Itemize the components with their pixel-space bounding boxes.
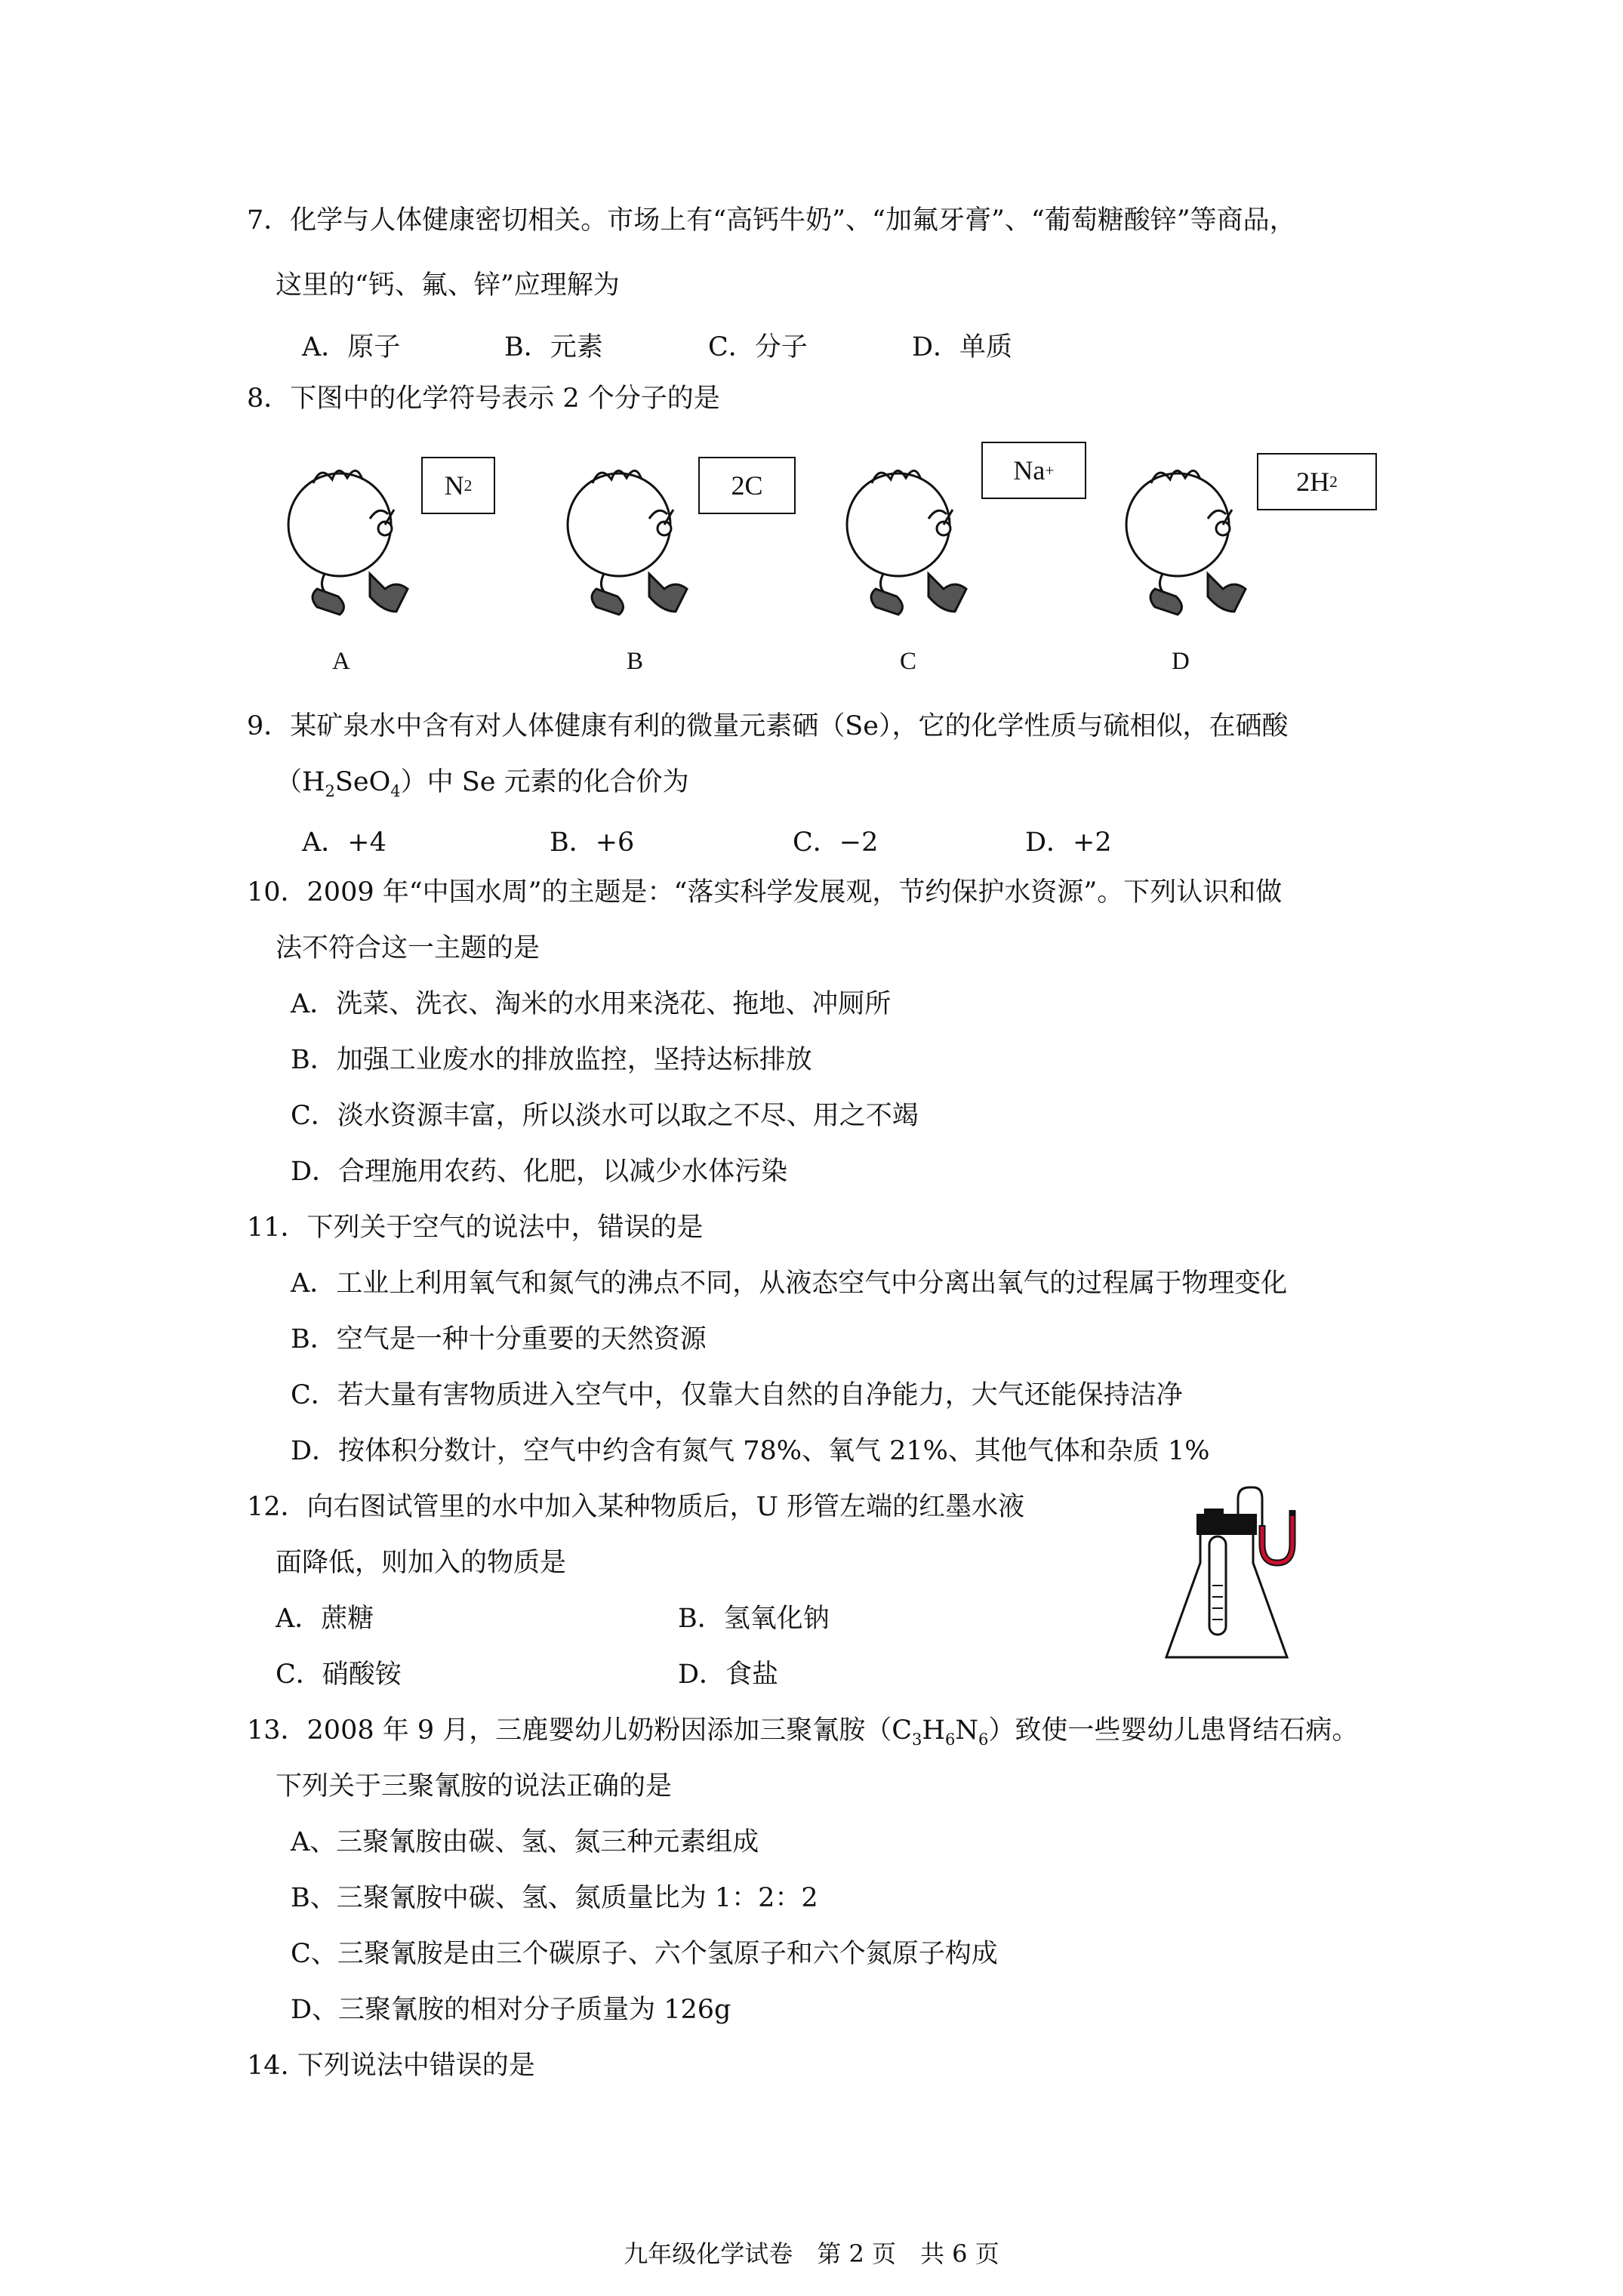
figure-label-a: A xyxy=(332,648,350,675)
cartoon-figure-b xyxy=(559,449,717,630)
symbol-box-d xyxy=(1257,453,1377,510)
q10-option-c: C．淡水资源丰富，所以淡水可以取之不尽、用之不竭 xyxy=(291,1101,919,1131)
symbol-box-b xyxy=(698,457,796,514)
q11-option-a: A．工业上利用氧气和氮气的沸点不同，从液态空气中分离出氧气的过程属于物理变化 xyxy=(291,1268,1288,1299)
q13-line1-post: ）致使一些婴幼儿患肾结石病。 xyxy=(988,1715,1359,1746)
q9-option-a: A．+4 xyxy=(302,827,387,858)
q11-option-d: D．按体积分数计，空气中约含有氮气 78%、氧气 21%、其他气体和杂质 1% xyxy=(291,1436,1210,1466)
q7-stem-line1: 7．化学与人体健康密切相关。市场上有“高钙牛奶”、“加氟牙膏”、“葡萄糖酸锌”等商品， xyxy=(247,205,1296,236)
cartoon-figure-a xyxy=(279,449,438,630)
symbol-box-c xyxy=(981,442,1086,499)
q12-option-d: D．食盐 xyxy=(678,1660,779,1690)
flask-u-tube-diagram xyxy=(1155,1480,1336,1669)
cartoon-figure-c xyxy=(838,449,996,630)
q13-option-c: C、三聚氰胺是由三个碳原子、六个氢原子和六个氮原子构成 xyxy=(291,1939,998,1969)
q13-sub3: 6 xyxy=(978,1730,989,1749)
symbol-c-main: Na xyxy=(1013,455,1046,485)
figure-label-c: C xyxy=(900,648,917,675)
q9-line2-sub2: 4 xyxy=(390,782,401,800)
q10-stem-line1: 10．2009 年“中国水周”的主题是：“落实科学发展观，节约保护水资源”。下列认识和做 xyxy=(247,877,1283,908)
q7-stem-line2: 这里的“钙、氟、锌”应理解为 xyxy=(276,270,620,300)
q7-option-a: A．原子 xyxy=(302,332,401,362)
q9-stem-line2 xyxy=(276,766,689,808)
symbol-d-main: 2H xyxy=(1296,467,1330,497)
q13-sub1: 3 xyxy=(912,1730,922,1749)
q13-mid2: N xyxy=(955,1715,978,1746)
q9-option-d: D．+2 xyxy=(1025,827,1112,858)
figure-label-d: D xyxy=(1172,648,1190,675)
q12-option-c: C．硝酸铵 xyxy=(276,1660,402,1690)
q9-line2-mid: SeO xyxy=(334,767,391,797)
symbol-a-sub: 2 xyxy=(463,476,473,495)
q13-option-b: B、三聚氰胺中碳、氢、氮质量比为 1：2：2 xyxy=(291,1883,818,1913)
q9-option-c: C．−2 xyxy=(793,827,879,858)
q11-stem: 11．下列关于空气的说法中，错误的是 xyxy=(247,1213,704,1243)
q10-stem-line2: 法不符合这一主题的是 xyxy=(276,933,540,963)
symbol-a-main: N xyxy=(444,470,464,501)
q9-stem-line1: 9．某矿泉水中含有对人体健康有利的微量元素硒（Se），它的化学性质与硫相似，在硒酸 xyxy=(247,711,1289,741)
q7-option-d: D．单质 xyxy=(912,332,1013,362)
symbol-c-sup: + xyxy=(1045,461,1055,479)
q9-option-b: B．+6 xyxy=(550,827,635,858)
q13-line1-pre: 13．2008 年 9 月，三鹿婴幼儿奶粉因添加三聚氰胺（C xyxy=(247,1715,913,1746)
q7-option-b: B．元素 xyxy=(504,332,603,362)
q13-stem-line1 xyxy=(247,1714,1358,1756)
q9-line2-post: ）中 Se 元素的化合价为 xyxy=(400,767,689,797)
q13-stem-line2: 下列关于三聚氰胺的说法正确的是 xyxy=(276,1771,673,1801)
cartoon-figure-d xyxy=(1117,449,1276,630)
q10-option-b: B．加强工业废水的排放监控，坚持达标排放 xyxy=(291,1045,812,1075)
q8-stem: 8．下图中的化学符号表示 2 个分子的是 xyxy=(247,384,720,414)
figure-label-b: B xyxy=(627,648,644,675)
q12-option-a: A．蔗糖 xyxy=(276,1604,374,1634)
q13-option-a: A、三聚氰胺由碳、氢、氮三种元素组成 xyxy=(291,1827,759,1857)
q10-option-a: A．洗菜、洗衣、淘米的水用来浇花、拖地、冲厕所 xyxy=(291,989,892,1019)
q12-stem-line2: 面降低，则加入的物质是 xyxy=(276,1548,567,1578)
q11-option-c: C．若大量有害物质进入空气中，仅靠大自然的自净能力，大气还能保持洁净 xyxy=(291,1380,1183,1410)
q12-option-b: B．氢氧化钠 xyxy=(678,1604,830,1634)
symbol-b-main: 2C xyxy=(731,470,763,501)
q13-sub2: 6 xyxy=(944,1730,956,1749)
q9-line2-pre: （H xyxy=(276,767,325,797)
q7-option-c: C．分子 xyxy=(708,332,808,362)
q13-mid1: H xyxy=(922,1715,945,1746)
symbol-d-sub: 2 xyxy=(1329,472,1338,491)
q14-stem: 14. 下列说法中错误的是 xyxy=(247,2051,535,2081)
q11-option-b: B．空气是一种十分重要的天然资源 xyxy=(291,1324,707,1354)
q9-line2-sub1: 2 xyxy=(325,782,335,800)
q10-option-d: D．合理施用农药、化肥，以减少水体污染 xyxy=(291,1157,788,1187)
symbol-box-a xyxy=(421,457,495,514)
q12-stem-line1: 12．向右图试管里的水中加入某种物质后，U 形管左端的红墨水液 xyxy=(247,1492,1025,1522)
q13-option-d: D、三聚氰胺的相对分子质量为 126g xyxy=(291,1995,731,2025)
page-footer: 九年级化学试卷 第 2 页 共 6 页 xyxy=(624,2239,999,2268)
